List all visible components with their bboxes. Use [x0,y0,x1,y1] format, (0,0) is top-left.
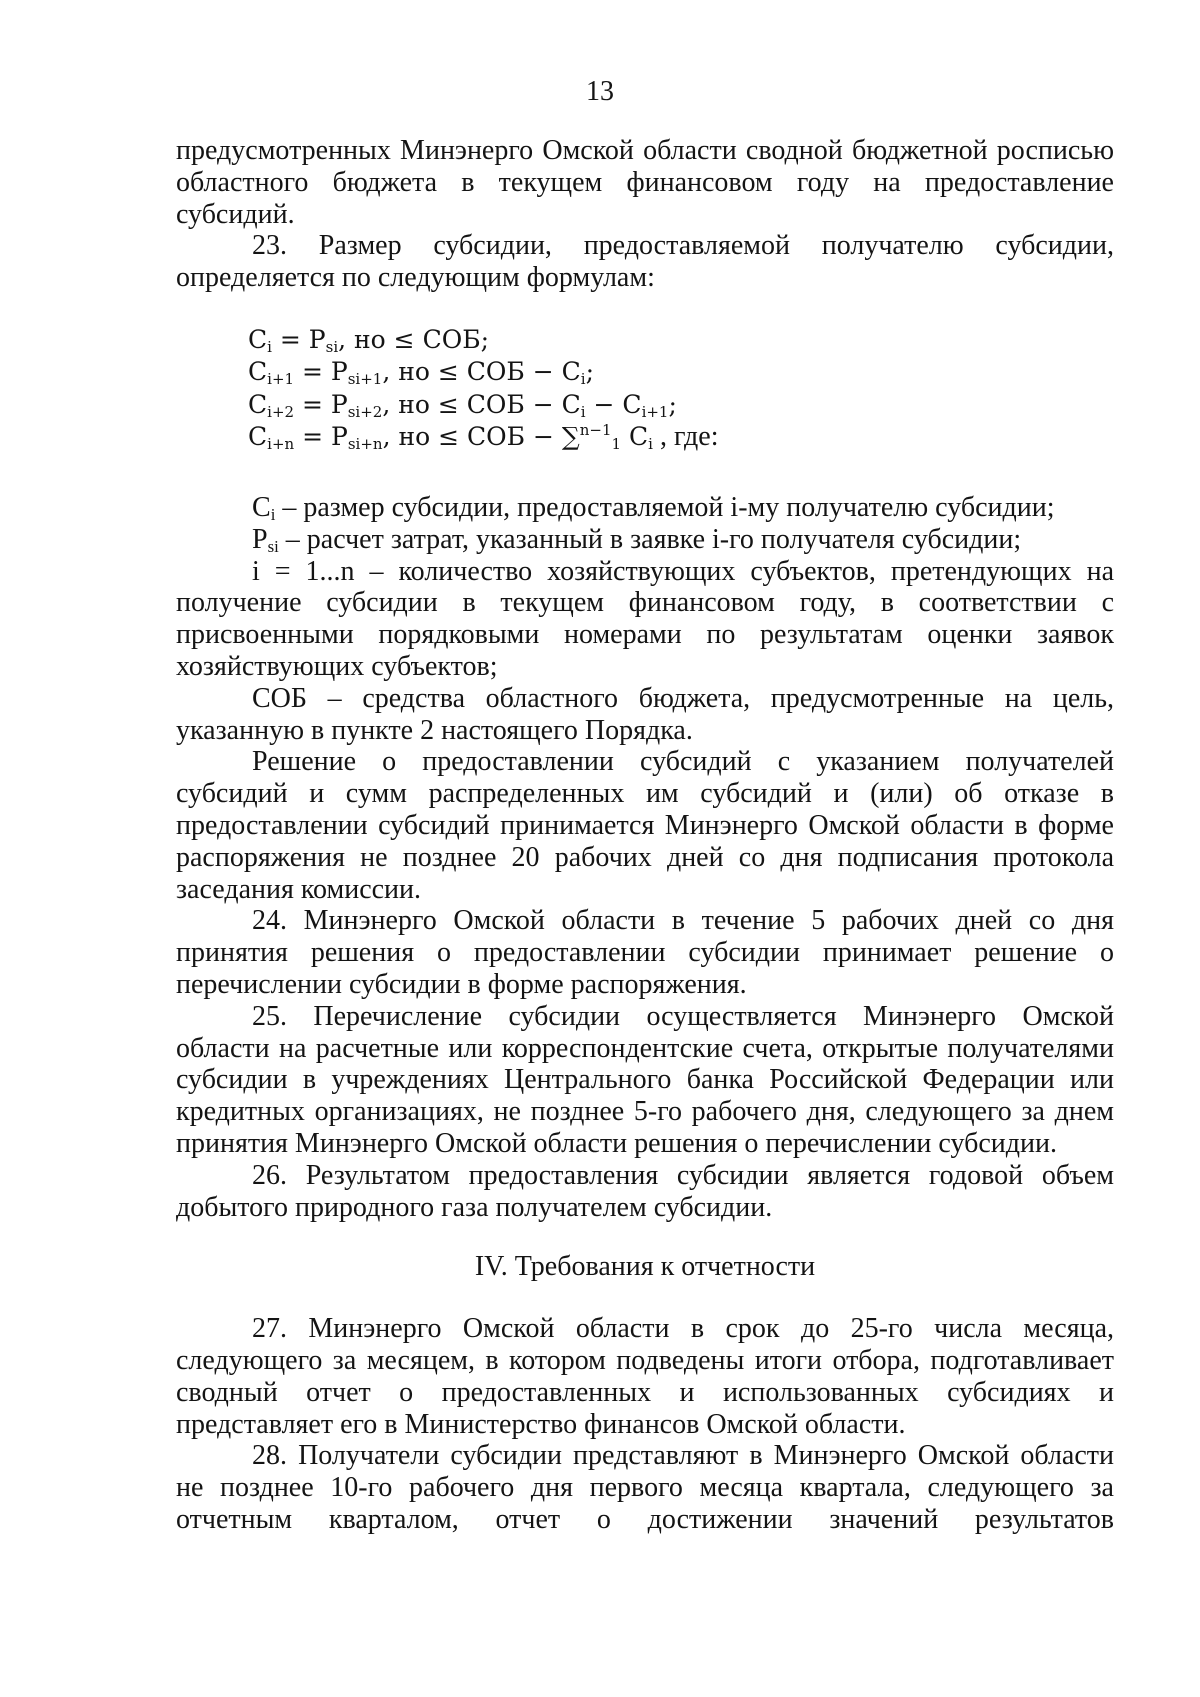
document-body [176,135,1114,1536]
definition-c: $C_i$ – размер субсидии, предоставляемой i-му получателю субсидии; [252,491,1055,524]
paragraph-25: 25. Перечисление субсидии осуществляется Минэнерго Омской области на расчетные или корреспондентские счета, открытые получателями субсидии в учреждениях Центрального банка Российской Федерации или кредитных организациях, не позднее 5-го рабочего дня, следующего за днем принятия Минэнерго Омской области решения о перечислении субсидии. [176,1000,1114,1159]
paragraph-24: 24. Минэнерго Омской области в течение 5 рабочих дней со дня принятия решения о предоставлении субсидии принимает решение о перечислении субсидии в форме распоряжения. [176,905,1114,1000]
definition-p: $P_{si}$ – расчет затрат, указанный в заявке i-го получателя субсидии; [252,523,1022,556]
definition-i: i = 1...n – количество хозяйствующих субъектов, претендующих на получение субсидии в текущем финансовом году, в соответствии с присвоенными порядковыми номерами по результатам оценки заявок хозяйствующих субъектов; [176,555,1114,682]
paragraph-28: 28. Получатели субсидии представляют в Минэнерго Омской области не позднее 10-го рабочего дня первого месяца квартала, следующего за отчетным кварталом, отчет о достижении значений результатов [176,1440,1114,1535]
formula-block [248,324,1114,454]
paragraph-27: 27. Минэнерго Омской области в срок до 25-го числа месяца, следующего за месяцем, в котором подведены итоги отбора, подготавливает сводный отчет о предоставленных и использованных субсидиях и представляет его в Министерство финансов Омской области. [176,1313,1114,1440]
formula-line-4: $C_{i+n} = P_{si+n}$, но ≤ СОБ − ∑$^{n-1}_1$ $C_i$ , где: [248,421,719,454]
formula-line-1: $C_i = P_{si}$, но ≤ СОБ; [248,324,489,356]
paragraph-23: 23. Размер субсидии, предоставляемой получателю субсидии, определяется по следующим формулам: [176,230,1114,294]
section-heading: IV. Требования к отчетности [474,1251,816,1283]
definition-sob: СОБ – средства областного бюджета, предусмотренные на цель, указанную в пункте 2 настоящего Порядка. [176,682,1114,746]
formula-line-3: $C_{i+2} = P_{si+2}$, но ≤ СОБ − $C_i - C_{i+1}$; [248,389,677,421]
page-number: 13 [586,76,614,107]
formula-line-2: $C_{i+1} = P_{si+1}$, но ≤ СОБ − $C_i$; [248,357,595,389]
paragraph-26: 26. Результатом предоставления субсидии является годовой объем добытого природного газа получателем субсидии. [176,1159,1114,1223]
paragraph-decision: Решение о предоставлении субсидий с указанием получателей субсидий и сумм распределенных им субсидий и (или) об отказе в предоставлении субсидий принимается Минэнерго Омской области в форме распоряжения не позднее 20 рабочих дней со дня подписания протокола заседания комиссии. [176,746,1114,905]
paragraph-continuation: предусмотренных Минэнерго Омской области сводной бюджетной росписью областного бюджета в текущем финансовом году на предоставление субсидий. [176,135,1114,230]
